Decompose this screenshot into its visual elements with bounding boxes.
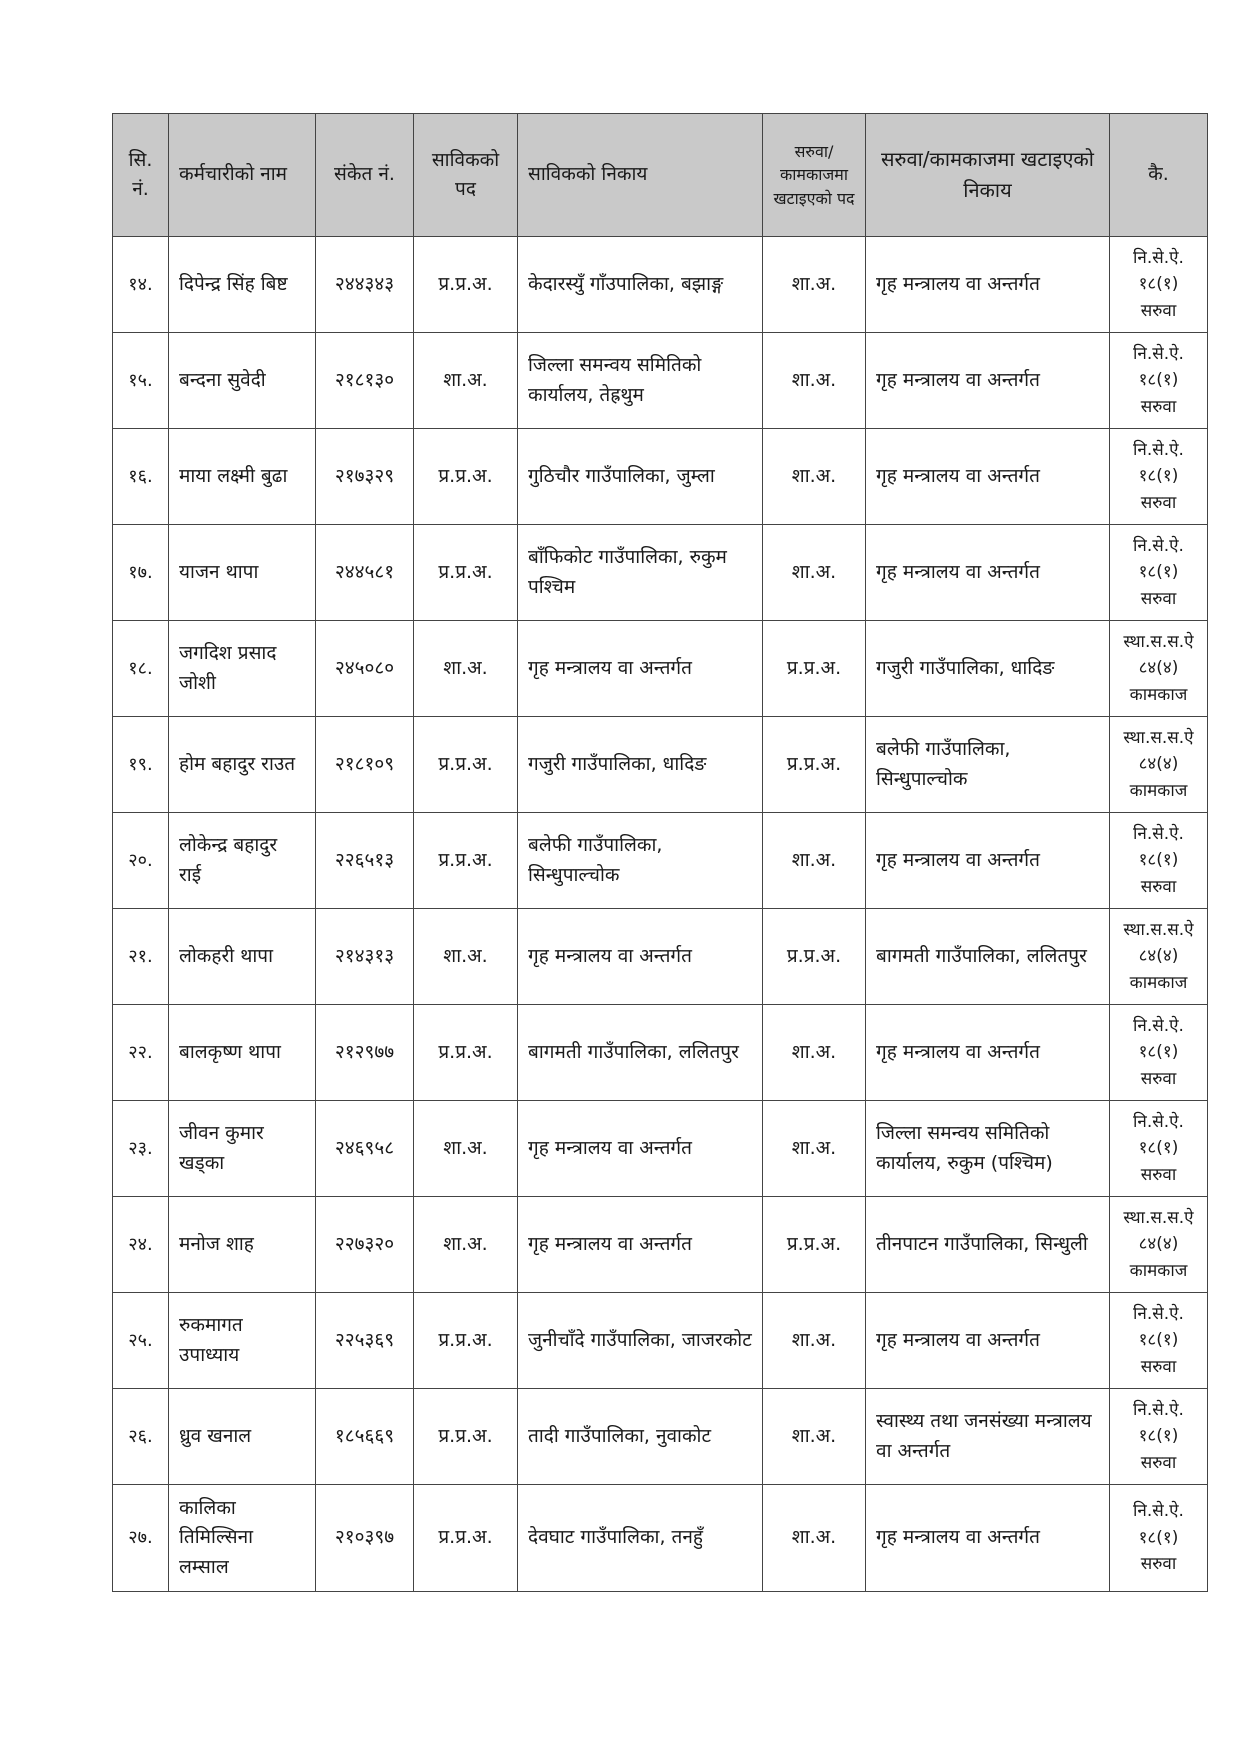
old-post: प्र.प्र.अ. — [414, 525, 518, 621]
remark-type: सरुवा — [1140, 588, 1177, 609]
remark — [1110, 813, 1208, 909]
header-code: संकेत नं. — [316, 114, 414, 237]
remark — [1110, 1005, 1208, 1101]
transfer-table — [112, 113, 1208, 1592]
employee-code: २४४३४३ — [316, 237, 414, 333]
new-post: शा.अ. — [763, 525, 866, 621]
remark-section: १८(१) — [1138, 274, 1179, 295]
remark-type: कामकाज — [1129, 972, 1188, 993]
new-post: शा.अ. — [763, 333, 866, 429]
remark-type: सरुवा — [1140, 492, 1177, 513]
remark — [1110, 237, 1208, 333]
row-sn: १५. — [113, 333, 169, 429]
remark-section: १८(१) — [1138, 1042, 1179, 1063]
old-post: प्र.प्र.अ. — [414, 1389, 518, 1485]
table-row — [113, 1485, 1208, 1592]
row-sn: १८. — [113, 621, 169, 717]
employee-name: मनोज शाह — [169, 1197, 316, 1293]
remark-section: १८(१) — [1138, 1330, 1179, 1351]
remark — [1110, 909, 1208, 1005]
remark-section: १८(१) — [1138, 850, 1179, 871]
table-row — [113, 1389, 1208, 1485]
old-post: शा.अ. — [414, 1197, 518, 1293]
remark — [1110, 717, 1208, 813]
remark-section: १८(१) — [1138, 1426, 1179, 1447]
new-post: शा.अ. — [763, 1485, 866, 1592]
remark-section: ८४(४) — [1138, 754, 1179, 775]
old-post: शा.अ. — [414, 1101, 518, 1197]
old-post: प्र.प्र.अ. — [414, 237, 518, 333]
old-office: बाँफिकोट गाउँपालिका, रुकुम पश्चिम — [518, 525, 763, 621]
header-new-office: सरुवा/कामकाजमा खटाइएको निकाय — [866, 114, 1110, 237]
old-post: प्र.प्र.अ. — [414, 429, 518, 525]
remark-act: नि.से.ऐ. — [1133, 823, 1184, 844]
table-row — [113, 909, 1208, 1005]
new-post: शा.अ. — [763, 1293, 866, 1389]
old-office: केदारस्युँ गाँउपालिका, बझाङ्ग — [518, 237, 763, 333]
old-office: तादी गाउँपालिका, नुवाकोट — [518, 1389, 763, 1485]
table-row — [113, 1005, 1208, 1101]
header-remark: कै. — [1110, 114, 1208, 237]
new-office: गजुरी गाउँपालिका, धादिङ — [866, 621, 1110, 717]
table-row — [113, 1101, 1208, 1197]
new-post: शा.अ. — [763, 237, 866, 333]
new-office: बागमती गाउँपालिका, ललितपुर — [866, 909, 1110, 1005]
employee-code: २४४५८१ — [316, 525, 414, 621]
remark-type: कामकाज — [1129, 780, 1188, 801]
new-office: गृह मन्त्रालय वा अन्तर्गत — [866, 813, 1110, 909]
row-sn: १७. — [113, 525, 169, 621]
employee-name: जगदिश प्रसाद जोशी — [169, 621, 316, 717]
table-row — [113, 525, 1208, 621]
new-office: गृह मन्त्रालय वा अन्तर्गत — [866, 237, 1110, 333]
new-office: गृह मन्त्रालय वा अन्तर्गत — [866, 1005, 1110, 1101]
old-office: जिल्ला समन्वय समितिको कार्यालय, तेह्रथुम — [518, 333, 763, 429]
new-office: गृह मन्त्रालय वा अन्तर्गत — [866, 1293, 1110, 1389]
employee-code: २४५०८० — [316, 621, 414, 717]
remark-section: ८४(४) — [1138, 1234, 1179, 1255]
old-office: बलेफी गाउँपालिका, सिन्धुपाल्चोक — [518, 813, 763, 909]
old-office: जुनीचाँदे गाउँपालिका, जाजरकोट — [518, 1293, 763, 1389]
old-office: देवघाट गाउँपालिका, तनहुँ — [518, 1485, 763, 1592]
old-post: प्र.प्र.अ. — [414, 717, 518, 813]
remark-act: स्था.स.स.ऐ — [1123, 919, 1194, 940]
old-post: प्र.प्र.अ. — [414, 813, 518, 909]
new-office: गृह मन्त्रालय वा अन्तर्गत — [866, 333, 1110, 429]
new-post: शा.अ. — [763, 1005, 866, 1101]
old-post: प्र.प्र.अ. — [414, 1293, 518, 1389]
employee-name: माया लक्ष्मी बुढा — [169, 429, 316, 525]
employee-name: कालिका तिमिल्सिना लम्साल — [169, 1485, 316, 1592]
table-row — [113, 429, 1208, 525]
old-office: गजुरी गाउँपालिका, धादिङ — [518, 717, 763, 813]
remark-section: १८(१) — [1138, 1527, 1179, 1548]
old-office: बागमती गाउँपालिका, ललितपुर — [518, 1005, 763, 1101]
remark-act: नि.से.ऐ. — [1133, 1015, 1184, 1036]
remark-section: १८(१) — [1138, 562, 1179, 583]
employee-name: ध्रुव खनाल — [169, 1389, 316, 1485]
new-post: शा.अ. — [763, 1389, 866, 1485]
old-post: प्र.प्र.अ. — [414, 1485, 518, 1592]
row-sn: २६. — [113, 1389, 169, 1485]
old-post: शा.अ. — [414, 909, 518, 1005]
remark-section: ८४(४) — [1138, 658, 1179, 679]
table-row — [113, 237, 1208, 333]
header-row — [113, 114, 1208, 237]
employee-code: २२७३२० — [316, 1197, 414, 1293]
employee-name: याजन थापा — [169, 525, 316, 621]
remark — [1110, 1293, 1208, 1389]
new-post: शा.अ. — [763, 1101, 866, 1197]
remark-section: १८(१) — [1138, 1138, 1179, 1159]
row-sn: २५. — [113, 1293, 169, 1389]
remark — [1110, 1389, 1208, 1485]
employee-name: जीवन कुमार खड्का — [169, 1101, 316, 1197]
row-sn: १४. — [113, 237, 169, 333]
remark-act: स्था.स.स.ऐ — [1123, 631, 1194, 652]
row-sn: २१. — [113, 909, 169, 1005]
new-office: स्वास्थ्य तथा जनसंख्या मन्त्रालय वा अन्तर्गत — [866, 1389, 1110, 1485]
employee-name: होम बहादुर राउत — [169, 717, 316, 813]
remark — [1110, 1485, 1208, 1592]
old-office: गृह मन्त्रालय वा अन्तर्गत — [518, 909, 763, 1005]
header-new-post: सरुवा/ कामकाजमा खटाइएको पद — [763, 114, 866, 237]
employee-code: २२५३६९ — [316, 1293, 414, 1389]
employee-code: २१४३१३ — [316, 909, 414, 1005]
employee-name: बालकृष्ण थापा — [169, 1005, 316, 1101]
remark — [1110, 621, 1208, 717]
employee-code: २१०३९७ — [316, 1485, 414, 1592]
employee-code: २१८१३० — [316, 333, 414, 429]
remark-type: सरुवा — [1140, 1068, 1177, 1089]
remark — [1110, 525, 1208, 621]
table-row — [113, 621, 1208, 717]
remark — [1110, 429, 1208, 525]
header-old-post: साविकको पद — [414, 114, 518, 237]
new-post: प्र.प्र.अ. — [763, 717, 866, 813]
remark-type: सरुवा — [1140, 1452, 1177, 1473]
old-office: गुठिचौर गाउँपालिका, जुम्ला — [518, 429, 763, 525]
row-sn: २०. — [113, 813, 169, 909]
remark-type: सरुवा — [1140, 1554, 1177, 1575]
remark-type: सरुवा — [1140, 396, 1177, 417]
remark-act: नि.से.ऐ. — [1133, 247, 1184, 268]
employee-code: २२६५१३ — [316, 813, 414, 909]
employee-name: लोकहरी थापा — [169, 909, 316, 1005]
remark-section: १८(१) — [1138, 370, 1179, 391]
remark-act: नि.से.ऐ. — [1133, 1111, 1184, 1132]
row-sn: १९. — [113, 717, 169, 813]
new-post: प्र.प्र.अ. — [763, 909, 866, 1005]
remark-act: नि.से.ऐ. — [1133, 535, 1184, 556]
new-office: गृह मन्त्रालय वा अन्तर्गत — [866, 1485, 1110, 1592]
employee-code: २१७३२९ — [316, 429, 414, 525]
remark-type: सरुवा — [1140, 876, 1177, 897]
new-post: शा.अ. — [763, 813, 866, 909]
new-office: जिल्ला समन्वय समितिको कार्यालय, रुकुम (पश्चिम) — [866, 1101, 1110, 1197]
new-office: तीनपाटन गाउँपालिका, सिन्धुली — [866, 1197, 1110, 1293]
old-office: गृह मन्त्रालय वा अन्तर्गत — [518, 1101, 763, 1197]
remark — [1110, 333, 1208, 429]
employee-name: लोकेन्द्र बहादुर राई — [169, 813, 316, 909]
table-row — [113, 717, 1208, 813]
old-post: शा.अ. — [414, 333, 518, 429]
remark-act: स्था.स.स.ऐ — [1123, 727, 1194, 748]
row-sn: २२. — [113, 1005, 169, 1101]
new-post: शा.अ. — [763, 429, 866, 525]
remark-section: ८४(४) — [1138, 946, 1179, 967]
employee-name: दिपेन्द्र सिंह बिष्ट — [169, 237, 316, 333]
old-office: गृह मन्त्रालय वा अन्तर्गत — [518, 621, 763, 717]
header-name: कर्मचारीको नाम — [169, 114, 316, 237]
employee-code: २४६९५८ — [316, 1101, 414, 1197]
remark — [1110, 1101, 1208, 1197]
new-office: गृह मन्त्रालय वा अन्तर्गत — [866, 429, 1110, 525]
remark-act: नि.से.ऐ. — [1133, 439, 1184, 460]
remark-section: १८(१) — [1138, 466, 1179, 487]
new-office: गृह मन्त्रालय वा अन्तर्गत — [866, 525, 1110, 621]
table-row — [113, 333, 1208, 429]
table-row — [113, 1197, 1208, 1293]
employee-code: २१८१०९ — [316, 717, 414, 813]
new-post: प्र.प्र.अ. — [763, 621, 866, 717]
remark-act: नि.से.ऐ. — [1133, 343, 1184, 364]
row-sn: २३. — [113, 1101, 169, 1197]
old-office: गृह मन्त्रालय वा अन्तर्गत — [518, 1197, 763, 1293]
remark-type: सरुवा — [1140, 300, 1177, 321]
remark-type: कामकाज — [1129, 1260, 1188, 1281]
new-post: प्र.प्र.अ. — [763, 1197, 866, 1293]
row-sn: २४. — [113, 1197, 169, 1293]
table-row — [113, 813, 1208, 909]
old-post: प्र.प्र.अ. — [414, 1005, 518, 1101]
remark-type: सरुवा — [1140, 1164, 1177, 1185]
remark-act: स्था.स.स.ऐ — [1123, 1207, 1194, 1228]
header-sn: सि. नं. — [113, 114, 169, 237]
table-row — [113, 1293, 1208, 1389]
remark-act: नि.से.ऐ. — [1133, 1399, 1184, 1420]
row-sn: २७. — [113, 1485, 169, 1592]
employee-name: बन्दना सुवेदी — [169, 333, 316, 429]
header-old-office: साविकको निकाय — [518, 114, 763, 237]
remark — [1110, 1197, 1208, 1293]
employee-name: रुकमागत उपाध्याय — [169, 1293, 316, 1389]
remark-type: सरुवा — [1140, 1356, 1177, 1377]
employee-code: १८५६६९ — [316, 1389, 414, 1485]
employee-code: २१२९७७ — [316, 1005, 414, 1101]
new-office: बलेफी गाउँपालिका, सिन्धुपाल्चोक — [866, 717, 1110, 813]
remark-type: कामकाज — [1129, 684, 1188, 705]
remark-act: नि.से.ऐ. — [1133, 1501, 1184, 1522]
remark-act: नि.से.ऐ. — [1133, 1303, 1184, 1324]
row-sn: १६. — [113, 429, 169, 525]
old-post: शा.अ. — [414, 621, 518, 717]
